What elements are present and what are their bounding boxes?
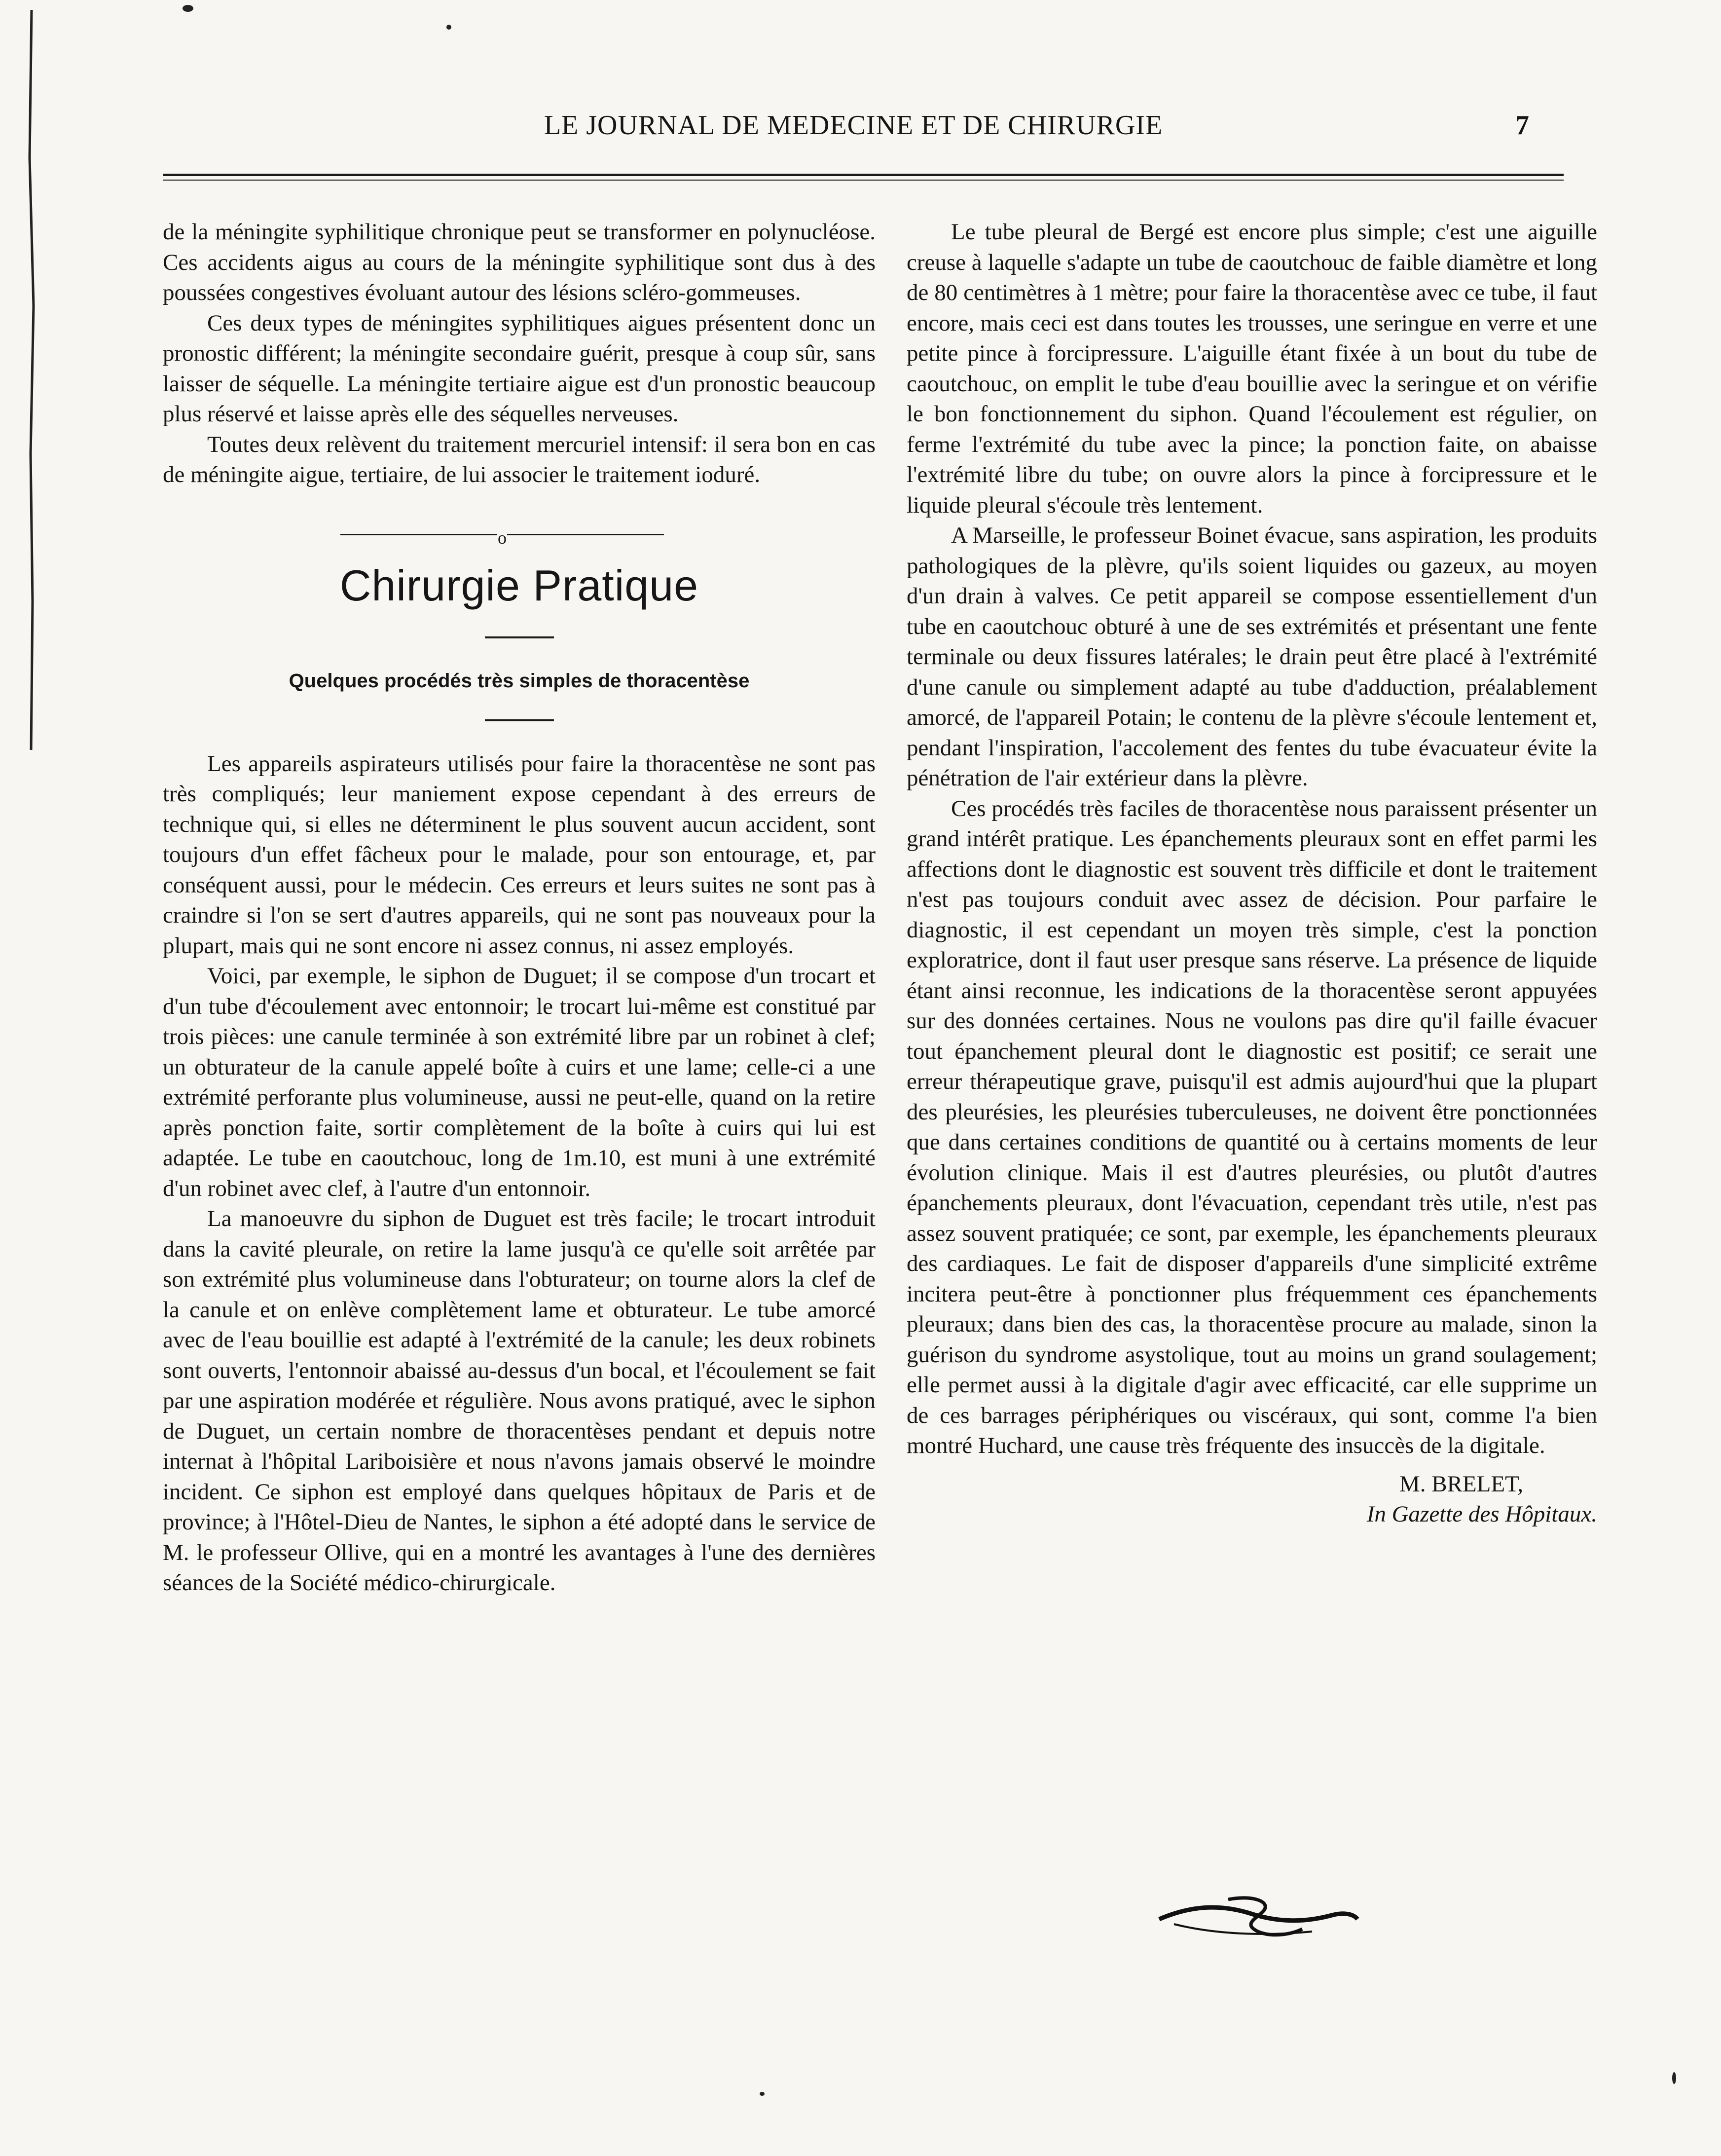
subtitle-rule — [485, 719, 554, 721]
divider-mark: o — [498, 527, 507, 548]
page-number: 7 — [1515, 110, 1529, 141]
divider-line — [340, 534, 497, 535]
divider-line — [507, 534, 664, 535]
header-rule — [163, 174, 1564, 176]
page-header — [163, 110, 1529, 159]
paragraph: A Marseille, le professeur Boinet évacue, sans aspiration, les produits pathologiques de la plèvre, qu'ils soient liquides ou gazeux, au moyen d'un drain à valves. Ce petit appareil se compose essentiellement d'un tube en caoutchouc obturé à une de ses extrémités et présentant une fente terminale ou deux fissures latérales; le drain peut être placé à l'extrémité d'une canule ou simplement adapté au tube d'adduction, préalablement amorcé, de l'appareil Potain; le contenu de la plèvre s'écoule lentement et, pendant l'inspiration, l'accolement des fentes du tube évacuateur évite la pénétration de l'air extérieur dans la plèvre. — [907, 522, 1597, 791]
ink-speck — [446, 25, 451, 30]
ink-speck — [760, 2092, 765, 2096]
section-title: Chirurgie Pratique — [339, 560, 699, 610]
paragraph: Les appareils aspirateurs utilisés pour faire la thoracentèse ne sont pas très compliqués; leur maniement expose cependant à des erreurs de technique qui, si elles ne déterminent le plus souvent aucun accident, sont toujours d'un effet fâcheux pour le malade, pour son entourage, et, par conséquent aussi, pour le médecin. Ces erreurs et leurs suites ne sont pas à craindre si l'on se sert d'autres appareils, qui ne sont pas nouveaux pour la plupart, mais qui ne sont encore ni assez connus, ni assez employés. — [163, 750, 876, 959]
section-divider — [163, 519, 876, 549]
paragraph: Voici, par exemple, le siphon de Duguet; il se compose d'un trocart et d'un tube d'écoulement avec entonnoir; le trocart lui-même est constitué par trois pièces: une canule terminée à son extrémité libre par un robinet à clef; un obturateur de la canule appelé boîte à cuirs et une lame; celle-ci a une extrémité perforante plus volumineuse, aussi ne peut-elle, quand on la retire après ponction faite, sortir complètement de la boîte à cuirs qui lui est adaptée. Le tube en caoutchouc, long de 1m.10, est muni à une extrémité d'un robinet avec clef, à l'autre d'un entonnoir. — [163, 963, 876, 1201]
header-rule-thin — [163, 180, 1564, 181]
ink-speck — [183, 5, 193, 12]
article-signature — [907, 1469, 1597, 1530]
paragraph: Ces deux types de méningites syphilitiques aigues présentent donc un pronostic différent; la méningite secondaire guérit, presque à coup sûr, sans laisser de séquelle. La méningite tertiaire aigue est d'un pronostic beaucoup plus réservé et laisse après elle des séquelles nerveuses. — [163, 310, 876, 427]
right-column — [907, 217, 1597, 1530]
author-name: M. BRELET, — [1399, 1471, 1523, 1497]
running-title: LE JOURNAL DE MEDECINE ET DE CHIRURGIE — [544, 110, 1163, 141]
title-rule — [485, 636, 554, 638]
left-column — [163, 217, 876, 1598]
paragraph: Ces procédés très faciles de thoracentèse nous paraissent présenter un grand intérêt pratique. Les épanchements pleuraux sont en effet parmi les affections dont le diagnostic est souvent très difficile et dont le traitement n'est pas toujours conduit avec assez de décision. Pour parfaire le diagnostic, il est cependant un moyen très simple, c'est la ponction exploratrice, dont il faut user presque sans réserve. La présence de liquide étant ainsi reconnue, les indications de la thoracentèse seront appuyées sur des données certaines. Nous ne voulons pas dire qu'il faille évacuer tout épanchement pleural dont le diagnostic est positif; ce serait une erreur thérapeutique grave, puisqu'il est admis aujourd'hui que la plupart des pleurésies, les pleurésies tuberculeuses, ne doivent être ponctionnées que dans certaines conditions de quantité ou à certains moments de leur évolution clinique. Mais il est d'autres pleurésies, ou plutôt d'autres épanchements pleuraux, dont l'évacuation, cependant très utile, n'est pas assez souvent pratiquée; ce sont, par exemple, les épanchements pleuraux des cardiaques. Le fait de disposer d'appareils d'une simplicité extrême incitera peut-être à ponctionner plus fréquemment ces épanchements pleuraux; dans bien des cas, la thoracentèse procure au malade, sinon la guérison du syndrome asystolique, tout au moins un grand soulagement; elle permet aussi à la digitale d'agir avec efficacité, car elle supprime un de ces barrages périphériques ou viscéraux, qui sont, comme l'a bien montré Huchard, une cause très fréquente des insuccès de la digitale. — [907, 795, 1597, 1458]
paragraph: La manoeuvre du siphon de Duguet est très facile; le trocart introduit dans la cavité pleurale, on retire la lame jusqu'à ce qu'elle soit arrêtée par son extrémité plus volumineuse dans l'obturateur; on tourne alors la clef de la canule et on enlève complètement lame et obturateur. Le tube amorcé avec de l'eau bouillie est adapté à l'extrémité de la canule; les deux robinets sont ouverts, l'entonnoir abaissé au-dessus d'un bocal, et l'écoulement se fait par une aspiration modérée et régulière. Nous avons pratiqué, avec le siphon de Duguet, un certain nombre de thoracentèses pendant et depuis notre internat à l'hôpital Lariboisière et nous n'avons jamais observé le moindre incident. Ce siphon est employé dans quelques hôpitaux de Paris et de province; à l'Hôtel-Dieu de Nantes, le siphon a été adopté dans le service de M. le professeur Ollive, qui en a montré les avantages à l'une des dernières séances de la Société médico-chirurgicale. — [163, 1206, 876, 1596]
article-source: In Gazette des Hôpitaux. — [1366, 1501, 1597, 1527]
ink-speck — [1672, 2072, 1676, 2084]
paragraph: Le tube pleural de Bergé est encore plus simple; c'est une aiguille creuse à laquelle s'adapte un tube de caoutchouc de faible diamètre et long de 80 centimètres à 1 mètre; pour faire la thoracentèse avec ce tube, il faut encore, mais ceci est dans toutes les trousses, une seringue en verre et une petite pince à forcipressure. L'aiguille étant fixée à un bout du tube de caoutchouc, on emplit le tube d'eau bouillie avec la seringue et on vérifie le bon fonctionnement du siphon. Quand l'écoulement est régulier, on ferme l'extrémité du tube avec la pince; la ponction faite, on abaisse l'extrémité libre du tube; on ouvre alors la pince à forcipressure et le liquide pleural s'écoule très lentement. — [907, 219, 1597, 518]
paragraph: Toutes deux relèvent du traitement mercuriel intensif: il sera bon en cas de méningite aigue, tertiaire, de lui associer le traitement ioduré. — [163, 431, 876, 487]
continued-paragraph: de la méningite syphilitique chronique peut se transformer en polynucléose. Ces accidents aigus au cours de la méningite syphilitique sont dus à des poussées congestives évoluant autour des lésions scléro-gommeuses. — [163, 219, 876, 305]
ornament-flourish-icon — [1154, 1885, 1361, 1949]
article-subtitle: Quelques procédés très simples de thoracentèse — [289, 669, 750, 692]
margin-ink-stroke — [25, 10, 39, 750]
